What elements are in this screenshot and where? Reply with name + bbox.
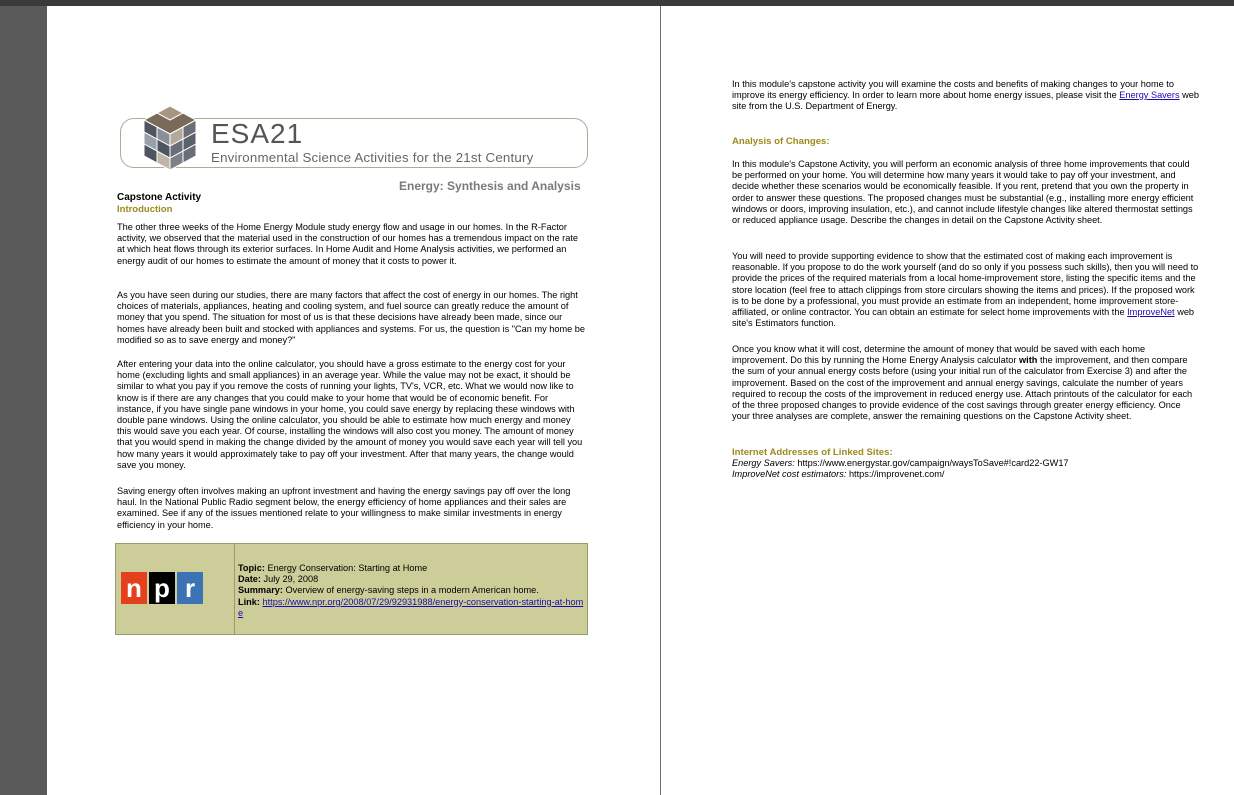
analysis-p3-text-end: the improvement, and then compare the sum of your annual energy costs before (using your initial run of the calculator from Exercise 3) and after the improvement. Based on the cost of the improvement and annual energy savings, calculate the number of years required to recoup the costs of the improvement in reduced energy use. Attach printouts of the calculator for each of the three proposed changes to provide evidence of the cost savings through greater energy efficiency. Once your three analyses are complete, answer the remaining questions on the Capstone Activity sheet. [732,355,1193,422]
npr-box-divider [234,544,235,634]
analysis-p3-bold: with [1019,355,1038,366]
internet-addresses-heading: Internet Addresses of Linked Sites: [732,447,893,458]
npr-link[interactable]: https://www.npr.org/2008/07/29/92931988/energy-conservation-starting-at-home [238,596,584,618]
analysis-heading: Analysis of Changes: [732,136,830,147]
logo-subtitle: Environmental Science Activities for the 21st Century [211,150,534,165]
analysis-paragraph-1: In this module's Capstone Activity, you will perform an economic analysis of three home improvements that could be performed on your home. You will determine how many years it would take to pay off your investment, and decide whether these scenarios would be economically feasible. If you rent, pretend that you own the property in order to answer these questions. The proposed changes must be substantial (e.g., installing more energy efficient windows or doors, improving insulation, etc.), and cannot include lifestyle changes like altered thermostat settings or reduced appliance usage. Describe the changes in detail on the Capstone Activity sheet. [732,159,1194,226]
npr-logo-r: r [177,572,203,604]
section-title: Energy: Synthesis and Analysis [399,179,581,193]
npr-topic-label: Topic: [238,563,265,573]
analysis-paragraph-3 [732,344,1200,422]
analysis-p2-text: You will need to provide supporting evidence to show that the estimated cost of making each improvement is reasonable. If you propose to do the work yourself (and do so only if you possess such skills), then you will need to provide the prices of the required materials from a local home-improvement store, listing the specific items and the store location (feel free to attach clippings from store circulars showing the items and prices). If the proposed work is to be done by a professional, you must provide an estimate from an independent, home improvement store-affiliated, or online contractor. You can obtain an estimate for select home improvements with the [732,251,1199,318]
npr-date-label: Date: [238,574,261,585]
esa21-header [117,100,589,180]
cube-logo-icon [134,102,206,174]
introduction-label: Introduction [117,204,173,215]
improvenet-link[interactable]: ImproveNet [1127,307,1175,318]
right-intro-text-end: web site from the U.S. Department of Energy. [732,90,1199,112]
npr-summary: Overview of energy-saving steps in a modern American home. [285,585,539,596]
analysis-paragraph-2 [732,251,1200,329]
capstone-label: Capstone Activity [117,192,202,203]
viewer-left-gutter [0,6,47,795]
right-intro-paragraph [732,79,1200,113]
npr-logo-p: p [149,572,175,604]
site1-url: https://www.energystar.gov/campaign/waysToSave#!card22-GW17 [797,458,1069,468]
site-improvenet [732,469,1200,480]
site2-name: ImproveNet cost estimators: [732,469,847,479]
energy-savers-link[interactable]: Energy Savers [1119,90,1180,101]
site1-name: Energy Savers: [732,458,795,468]
analysis-p3-text: Once you know what it will cost, determine the amount of money that would be saved with each home improvement. Do this by running the Home Energy Analysis calculator [732,344,1146,366]
npr-topic: Energy Conservation: Starting at Home [267,563,428,573]
site-energy-savers [732,458,1200,469]
npr-date: July 29, 2008 [263,574,319,585]
intro-paragraph-3: After entering your data into the online calculator, you should have a gross estimate to the energy cost for your home (excluding lights and small appliances) in an average year. While the value may not be exact, it should be similar to what you pay if you remove the costs of running your lights, TV's, VCR, etc. What we would now like to know is if there are any changes that you could make to your home that would be of economic benefit. For instance, if you have single pane windows in your home, you could save energy by replacing these windows with double pane windows. Using the online calculator, you should be able to estimate how much energy and money this would save you each year. Of course, installing the windows will also cost you money. The amount of money that you would spend in making the change divided by the amount of money you would save each year will tell you how many years it would approximately take to pay off your investment. After that many years, the change would save you money. [117,359,583,470]
analysis-p2-text-end: web site's Estimators function. [732,307,1195,329]
npr-link-label: Link: [238,596,260,607]
document-page-left [47,6,660,795]
intro-paragraph-4: Saving energy often involves making an upfront investment and having the energy savings pay off over the long haul. In the National Public Radio segment below, the energy efficiency of home appliances and their sales are examined. See if any of the issues mentioned relate to your willingness to make similar investments in energy efficiency in your home. [117,486,571,530]
npr-logo-n: n [121,572,147,604]
npr-info [238,563,586,619]
npr-segment-box [115,543,588,635]
site2-url: https://improvenet.com/ [848,469,945,479]
npr-summary-label: Summary: [238,585,283,596]
right-intro-text: In this module's capstone activity you will examine the costs and benefits of making changes to your home to improve its energy efficiency. In order to learn more about home energy issues, please visit the [732,79,1174,101]
intro-paragraph-1: The other three weeks of the Home Energy Module study energy flow and usage in our homes. In the R-Factor activity, we observed that the material used in the construction of our homes has a tremendous impact on the rate at which heat flows through its exterior surfaces. In Home Audit and Home Analysis activities, we performed an energy audit of our homes to estimate the amount of money that it costs to power it. [117,222,578,266]
document-page-right [661,6,1234,795]
intro-paragraph-2: As you have seen during our studies, there are many factors that affect the cost of energy in our homes. The right choices of materials, appliances, heating and cooling system, and fuel source can greatly reduce the amount of money that you spend. The situation for most of us is that these decisions have already been made, since our homes have already been built and stocked with appliances and systems. For us, the question is "Can my home be modified so as to save energy and money?" [117,290,585,345]
npr-logo [121,572,203,604]
logo-title: ESA21 [211,118,304,149]
